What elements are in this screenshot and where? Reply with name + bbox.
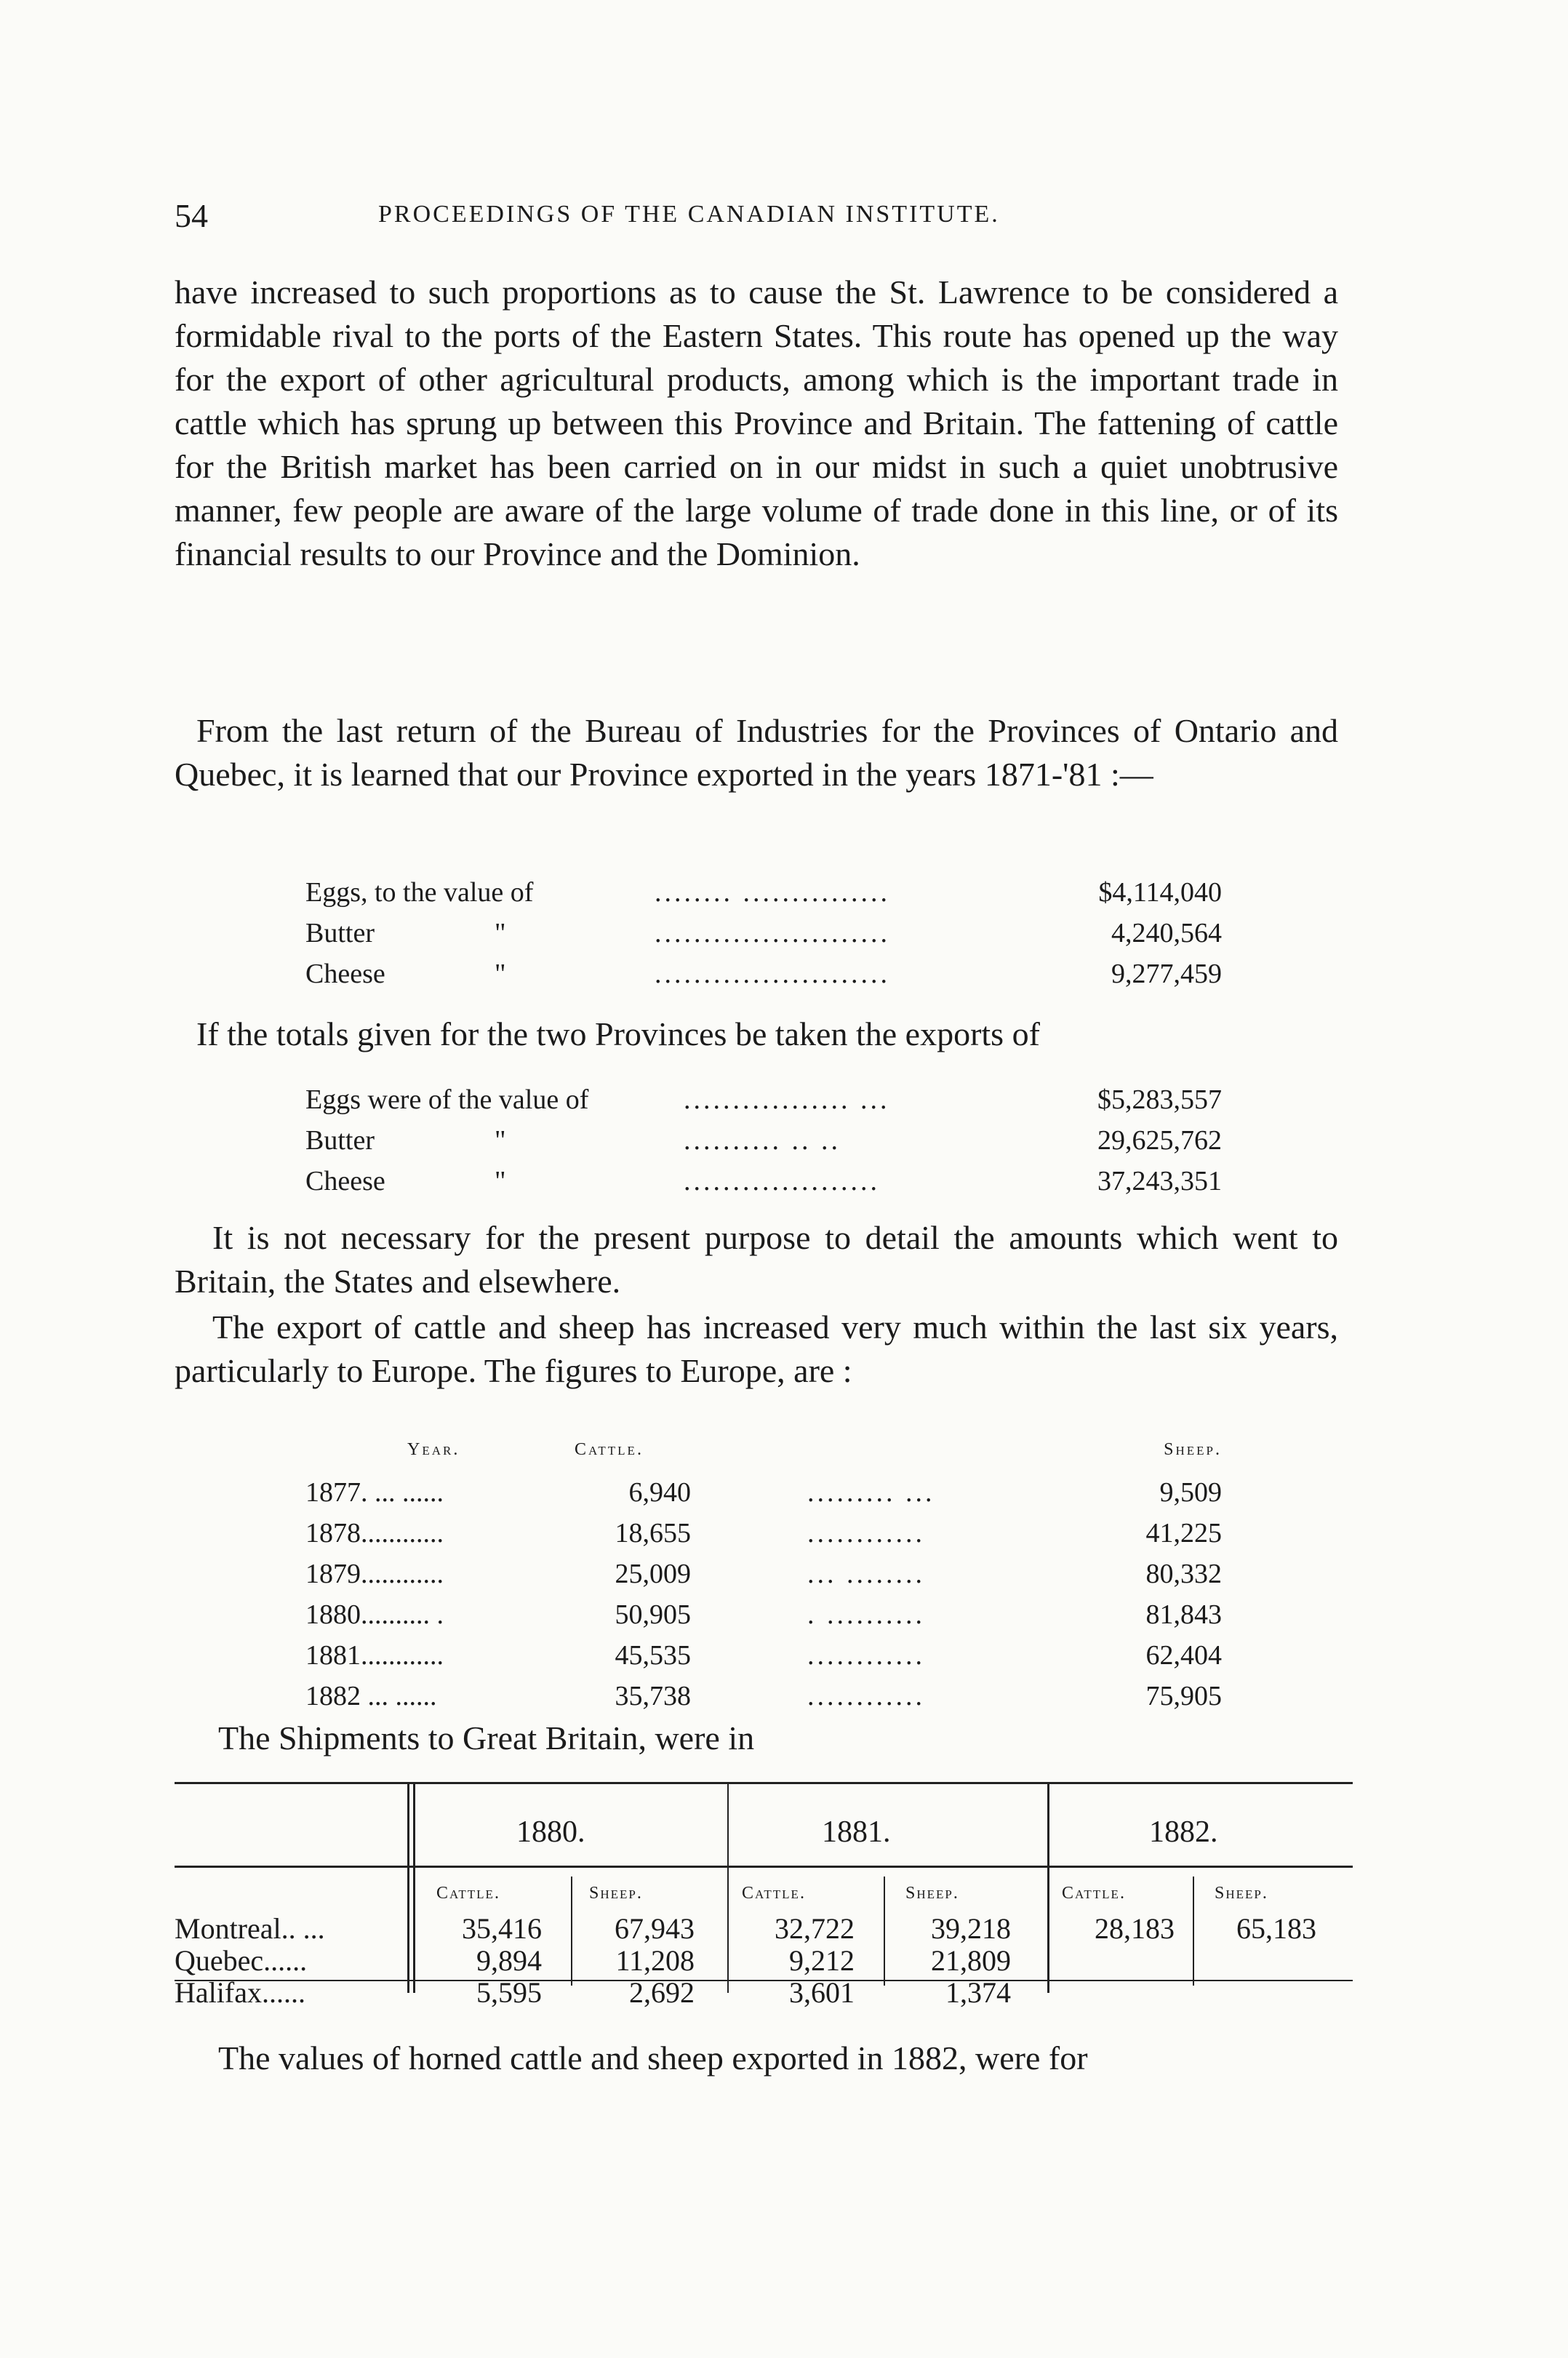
paragraph-not-necessary: It is not necessary for the present purpose to detail the amounts which went to Britain, the States and elsewhere. — [175, 1219, 1338, 1300]
leader-dots: ............ — [807, 1640, 925, 1671]
table-year-rule — [175, 1866, 1353, 1868]
table-cell: 11,208 — [615, 1944, 695, 1977]
table-cell: 39,218 — [931, 1912, 1011, 1945]
table-cell: 67,943 — [615, 1912, 695, 1945]
export-label: Eggs were of the value of — [305, 1084, 589, 1115]
running-title: PROCEEDINGS OF THE CANADIAN INSTITUTE. — [378, 201, 1000, 228]
column-divider — [571, 1877, 572, 1986]
export-value: $4,114,040 — [1098, 877, 1222, 908]
table-row — [305, 1517, 1251, 1558]
leader-dots: ........................ — [655, 959, 890, 989]
city-montreal: Montreal.. ... — [175, 1912, 325, 1945]
column-divider — [413, 1782, 415, 1993]
sheep-header: Sheep. — [905, 1884, 959, 1903]
export-value: 29,625,762 — [1097, 1125, 1222, 1156]
cattle-header: Cattle. — [575, 1440, 644, 1459]
year-header: Year. — [407, 1440, 460, 1459]
sheep-cell: 41,225 — [1145, 1518, 1222, 1548]
leader-dots: ......... ... — [807, 1477, 935, 1508]
paragraph-europe-exports: The export of cattle and sheep has increased very much within the last six years, particularly to Europe. The figures to Europe, are : — [175, 1308, 1338, 1389]
table-cell: 1,374 — [945, 1976, 1011, 2009]
year-cell: 1881............ — [305, 1640, 444, 1671]
list-item — [305, 917, 1251, 958]
export-label: Cheese — [305, 1166, 385, 1196]
leader-dots: ............ — [807, 1681, 925, 1711]
page-header — [175, 196, 1338, 240]
table-header — [305, 1440, 1251, 1476]
list-item — [305, 1124, 1251, 1165]
export-value: 37,243,351 — [1097, 1166, 1222, 1196]
list-item — [305, 1084, 1251, 1124]
column-divider — [1047, 1782, 1049, 1993]
sheep-cell: 75,905 — [1145, 1681, 1222, 1711]
sheep-cell: 9,509 — [1159, 1477, 1222, 1508]
cattle-cell: 6,940 — [628, 1477, 691, 1508]
cattle-header: Cattle. — [742, 1884, 806, 1903]
ditto-mark: " — [495, 1125, 506, 1156]
year-cell: 1878............ — [305, 1518, 444, 1548]
leader-dots: ................. ... — [684, 1084, 890, 1115]
city-halifax: Halifax...... — [175, 1976, 305, 2009]
list-item — [305, 1165, 1251, 1206]
export-label: Butter — [305, 1125, 375, 1156]
cattle-cell: 25,009 — [615, 1559, 691, 1589]
column-divider — [727, 1782, 729, 1993]
sheep-cell: 62,404 — [1145, 1640, 1222, 1671]
city-quebec: Quebec...... — [175, 1944, 308, 1977]
table-row — [305, 1558, 1251, 1599]
leader-dots: .................... — [684, 1166, 880, 1196]
column-divider — [407, 1782, 409, 1993]
table-row — [305, 1599, 1251, 1639]
column-divider — [1193, 1877, 1194, 1986]
table-cell: 9,212 — [789, 1944, 855, 1977]
paragraph-trade-route: have increased to such proportions as to cause the St. Lawrence to be considered a formidable rival to the ports of the Eastern States. This route has opened up the way for the export of other agricultural products, among which is the important trade in cattle which has sprung up between this Province and Britain. The fattening of cattle for the British market has been carried on in our midst in such a quiet unobtrusive manner, few people are aware of the large volume of trade done in this line, or of its financial results to our Province and the Dominion. — [175, 273, 1338, 572]
export-label: Cheese — [305, 959, 385, 989]
export-value: 9,277,459 — [1111, 959, 1222, 989]
table-cell: 3,601 — [789, 1976, 855, 2009]
year-cell: 1877. ... ...... — [305, 1477, 444, 1508]
cattle-cell: 50,905 — [615, 1599, 691, 1630]
year-1882: 1882. — [1149, 1815, 1218, 1849]
list-item — [305, 876, 1251, 917]
cattle-header: Cattle. — [1062, 1884, 1126, 1903]
table-cell: 32,722 — [775, 1912, 855, 1945]
table-cell: 28,183 — [1095, 1912, 1175, 1945]
ditto-mark: " — [495, 918, 506, 948]
table-cell: 35,416 — [462, 1912, 542, 1945]
export-label: Butter — [305, 918, 375, 948]
leader-dots: ........ ............... — [655, 877, 890, 908]
year-1881: 1881. — [822, 1815, 891, 1849]
year-cell: 1882 ... ...... — [305, 1681, 437, 1711]
table-cell: 2,692 — [629, 1976, 695, 2009]
ditto-mark: " — [495, 1166, 506, 1196]
sheep-header: Sheep. — [1164, 1440, 1222, 1459]
export-label: Eggs, to the value of — [305, 877, 534, 908]
list-item — [305, 958, 1251, 999]
year-cell: 1880.......... . — [305, 1599, 444, 1630]
table-top-rule — [175, 1782, 1353, 1784]
table-row — [305, 1639, 1251, 1680]
paragraph-two-provinces: If the totals given for the two Provinces be taken the exports of — [196, 1015, 1040, 1052]
province-exports-list — [305, 876, 1251, 999]
two-province-exports-list — [305, 1084, 1251, 1206]
year-1880: 1880. — [516, 1815, 585, 1849]
paragraph-values: The values of horned cattle and sheep exported in 1882, were for — [218, 2039, 1088, 2077]
europe-exports-table — [305, 1440, 1251, 1721]
column-divider — [884, 1877, 885, 1986]
leader-dots: .......... .. .. — [684, 1125, 841, 1156]
cattle-cell: 35,738 — [615, 1681, 691, 1711]
britain-shipments-table — [175, 1782, 1353, 2044]
leader-dots: ... ........ — [807, 1559, 925, 1589]
table-cell: 65,183 — [1236, 1912, 1316, 1945]
year-cell: 1879............ — [305, 1559, 444, 1589]
export-value: $5,283,557 — [1097, 1084, 1222, 1115]
sheep-header: Sheep. — [1215, 1884, 1268, 1903]
table-row — [305, 1476, 1251, 1517]
leader-dots: ........................ — [655, 918, 890, 948]
sheep-cell: 80,332 — [1145, 1559, 1222, 1589]
sheep-cell: 81,843 — [1145, 1599, 1222, 1630]
cattle-header: Cattle. — [436, 1884, 500, 1903]
leader-dots: . .......... — [807, 1599, 925, 1630]
page-number: 54 — [175, 197, 208, 234]
export-value: 4,240,564 — [1111, 918, 1222, 948]
cattle-cell: 45,535 — [615, 1640, 691, 1671]
paragraph-bureau-return: From the last return of the Bureau of Industries for the Provinces of Ontario and Quebec, it is learned that our Province exported in the years 1871-'81 :— — [175, 712, 1338, 793]
sheep-header: Sheep. — [589, 1884, 643, 1903]
table-row — [305, 1680, 1251, 1721]
ditto-mark: " — [495, 959, 506, 989]
table-cell: 9,894 — [476, 1944, 542, 1977]
table-cell: 5,595 — [476, 1976, 542, 2009]
paragraph-shipments: The Shipments to Great Britain, were in — [218, 1719, 755, 1756]
leader-dots: ............ — [807, 1518, 925, 1548]
table-cell: 21,809 — [931, 1944, 1011, 1977]
cattle-cell: 18,655 — [615, 1518, 691, 1548]
